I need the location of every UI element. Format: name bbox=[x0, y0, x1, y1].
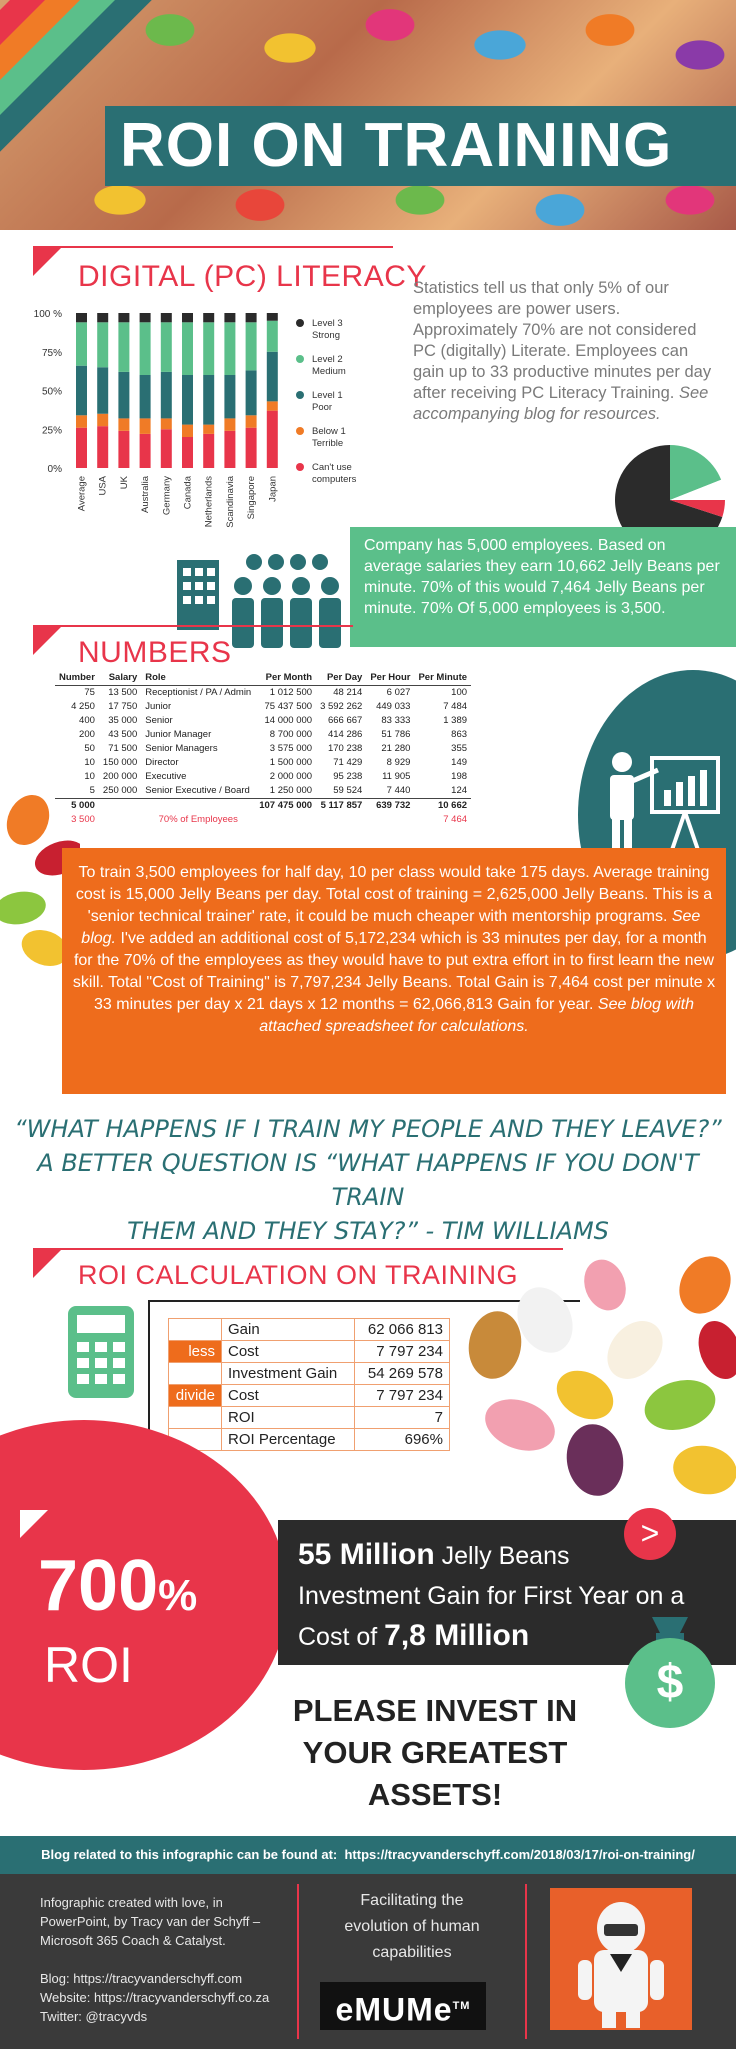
table-cell bbox=[366, 813, 414, 827]
cost-bold: 7,8 Million bbox=[384, 1619, 530, 1652]
literacy-stats-text: Statistics tell us that only 5% of our employees are power users. Approximately 70% are not considered PC (digitally) Literate. Employees can gain up to 33 productive minutes per day after receiving PC Literacy Training. bbox=[413, 279, 712, 402]
table-cell: Cost bbox=[222, 1341, 355, 1363]
training-box bbox=[62, 848, 726, 1094]
legend-label-line: Level 1 bbox=[312, 390, 343, 401]
invest-message bbox=[240, 1690, 630, 1816]
x-tick-label: Average bbox=[76, 476, 88, 512]
table-cell: Cost bbox=[222, 1385, 355, 1407]
table-cell: 170 238 bbox=[327, 743, 363, 754]
arrow-right-icon: > bbox=[624, 1508, 676, 1560]
table-cell bbox=[255, 813, 316, 827]
table-cell bbox=[99, 799, 141, 814]
table-cell bbox=[316, 813, 366, 827]
table-cell: 13 500 bbox=[108, 687, 138, 698]
company-box: Company has 5,000 employees. Based on average salaries they earn 10,662 Jelly Beans per minute. 70% of this would 7,464 Jelly Beans per minute. 70% Of 5,000 employees is 3,500. bbox=[350, 527, 736, 647]
x-tick-label: Germany bbox=[161, 476, 173, 516]
gain-bold: 55 Million bbox=[298, 1538, 435, 1571]
table-cell: ROI Percentage bbox=[222, 1429, 355, 1451]
y-tick-label: 100 % bbox=[33, 309, 62, 320]
legend-label bbox=[312, 318, 343, 341]
bar-segment bbox=[118, 322, 129, 372]
numbers-title: NUMBERS bbox=[78, 636, 232, 669]
table-cell bbox=[141, 799, 255, 814]
table-cell: divide bbox=[169, 1385, 222, 1407]
bar-segment bbox=[203, 375, 214, 425]
table-row bbox=[169, 1319, 450, 1341]
roi-table bbox=[168, 1318, 450, 1451]
x-tick-label: Netherlands bbox=[203, 476, 215, 528]
legend-label-line: Strong bbox=[312, 330, 340, 341]
table-cell: 4 250 bbox=[71, 701, 95, 712]
table-cell: 6 027 bbox=[386, 687, 411, 698]
training-italic-2: See blog with attached spreadsheet for calculations. bbox=[259, 996, 694, 1035]
table-cell: 100 bbox=[451, 687, 468, 698]
bar-segment bbox=[203, 322, 214, 375]
bar-segment bbox=[161, 313, 172, 322]
legend-label bbox=[312, 426, 346, 449]
legend-marker bbox=[296, 463, 304, 471]
table-cell bbox=[169, 1363, 222, 1385]
numbers-header-cell: Role bbox=[141, 671, 255, 686]
literacy-stats bbox=[413, 278, 713, 425]
blog-label: Blog related to this infographic can be found at: bbox=[41, 1847, 338, 1862]
table-cell bbox=[169, 1319, 222, 1341]
table-cell: 250 000 bbox=[102, 785, 138, 796]
x-tick-label: UK bbox=[118, 476, 130, 490]
table-cell: Senior Executive / Board bbox=[145, 785, 250, 796]
quote-line-3: THEM AND THEY STAY?” - TIM WILLIAMS bbox=[127, 1217, 609, 1245]
bar-segment bbox=[76, 313, 87, 322]
training-italic-1: See blog. bbox=[81, 908, 701, 947]
x-tick-label: Singapore bbox=[246, 476, 258, 520]
table-row bbox=[55, 756, 471, 770]
bar-segment bbox=[182, 425, 193, 437]
table-cell: less bbox=[169, 1341, 222, 1363]
table-row bbox=[55, 770, 471, 784]
table-cell: 2 000 000 bbox=[269, 771, 313, 782]
table-cell: 10 bbox=[84, 757, 95, 768]
table-row bbox=[55, 728, 471, 742]
table-cell: Investment Gain bbox=[222, 1363, 355, 1385]
bar-segment bbox=[118, 418, 129, 430]
numbers-header-cell: Salary bbox=[99, 671, 141, 686]
bar-segment bbox=[161, 429, 172, 468]
jelly-beans-right bbox=[455, 1255, 736, 1525]
table-cell: 7 464 bbox=[443, 814, 468, 825]
bar-segment bbox=[97, 414, 108, 426]
bar-segment bbox=[76, 428, 87, 468]
table-cell: 51 786 bbox=[381, 729, 411, 740]
literacy-stats-italic: See accompanying blog for resources. bbox=[413, 384, 709, 423]
bar-segment bbox=[76, 415, 87, 427]
table-cell: 71 429 bbox=[333, 757, 363, 768]
table-cell: 95 238 bbox=[333, 771, 363, 782]
bar-segment bbox=[76, 322, 87, 365]
header-banner bbox=[0, 0, 736, 230]
emume-brand: eMUMe bbox=[335, 1991, 453, 2028]
table-cell: 355 bbox=[451, 743, 468, 754]
legend-label bbox=[312, 462, 357, 485]
table-cell: ROI bbox=[222, 1407, 355, 1429]
table-cell: 149 bbox=[451, 757, 468, 768]
table-cell bbox=[169, 1407, 222, 1429]
legend-marker bbox=[296, 391, 304, 399]
footer-divider-1 bbox=[297, 1884, 299, 2039]
bar-segment bbox=[182, 322, 193, 375]
table-cell: 5 bbox=[89, 785, 95, 796]
section-corner-roi bbox=[33, 1248, 63, 1278]
legend-marker bbox=[296, 427, 304, 435]
footer-twitter-link[interactable]: Twitter: @tracyvds bbox=[40, 2009, 148, 2024]
table-cell: 71 500 bbox=[108, 743, 138, 754]
legend-label bbox=[312, 390, 343, 413]
bar-segment bbox=[224, 313, 235, 322]
table-cell: 7 797 234 bbox=[355, 1385, 450, 1407]
gain-rest: Jelly Beans bbox=[434, 1542, 570, 1570]
section-line-roi bbox=[33, 1248, 563, 1250]
bar-segment bbox=[267, 352, 278, 402]
y-tick-label: 50% bbox=[41, 386, 62, 398]
y-tick-label: 75% bbox=[41, 347, 62, 359]
footer-tagline bbox=[305, 1888, 519, 1966]
table-cell: 1 012 500 bbox=[269, 687, 313, 698]
table-cell: 107 475 000 bbox=[255, 799, 316, 814]
table-cell: 70% of Employees bbox=[158, 814, 238, 825]
table-cell: 35 000 bbox=[108, 715, 138, 726]
bar-segment bbox=[224, 418, 235, 430]
bar-segment bbox=[182, 437, 193, 468]
bar-segment bbox=[140, 322, 151, 375]
table-cell: 83 333 bbox=[381, 715, 411, 726]
quote-line-2: A BETTER QUESTION IS “WHAT HAPPENS IF YOU DON'T TRAIN bbox=[37, 1149, 699, 1211]
table-cell: Junior bbox=[145, 701, 172, 712]
x-tick-label: Canada bbox=[182, 476, 194, 510]
table-cell bbox=[99, 813, 141, 827]
numbers-header-cell: Per Day bbox=[316, 671, 366, 686]
table-cell: 3 575 000 bbox=[269, 743, 313, 754]
emume-tm: TM bbox=[452, 2000, 471, 2012]
numbers-header-cell: Per Minute bbox=[414, 671, 471, 686]
table-cell: 198 bbox=[451, 771, 468, 782]
bar-segment bbox=[246, 415, 257, 427]
table-cell: 48 214 bbox=[333, 687, 363, 698]
legend-marker bbox=[296, 355, 304, 363]
legend-label-line: Level 2 bbox=[312, 354, 343, 365]
footer-tag-3: capabilities bbox=[372, 1944, 452, 1961]
table-cell: 10 bbox=[84, 771, 95, 782]
table-row bbox=[55, 799, 471, 814]
table-cell: 400 bbox=[79, 715, 95, 726]
bar-segment bbox=[97, 322, 108, 367]
roi-corner bbox=[20, 1510, 48, 1538]
bar-segment bbox=[203, 434, 214, 468]
table-cell: 414 286 bbox=[327, 729, 363, 740]
bar-segment bbox=[76, 366, 87, 416]
table-row bbox=[169, 1407, 450, 1429]
table-cell: 5 117 857 bbox=[316, 799, 366, 814]
footer-created-2: PowerPoint, by Tracy van der Schyff – bbox=[40, 1914, 261, 1929]
bar-segment bbox=[203, 425, 214, 434]
table-cell: 75 bbox=[84, 687, 95, 698]
bar-segment bbox=[182, 313, 193, 322]
quote bbox=[10, 1112, 726, 1248]
table-cell: 10 662 bbox=[414, 799, 471, 814]
numbers-header-cell: Per Hour bbox=[366, 671, 414, 686]
legend-label-line: Poor bbox=[312, 402, 333, 413]
bar-segment bbox=[246, 322, 257, 370]
bar-segment bbox=[246, 370, 257, 415]
table-cell: Gain bbox=[222, 1319, 355, 1341]
numbers-header-cell: Number bbox=[55, 671, 99, 686]
literacy-chart bbox=[30, 305, 375, 535]
footer-divider-2 bbox=[525, 1884, 527, 2039]
table-cell: 21 280 bbox=[381, 743, 411, 754]
table-row bbox=[55, 742, 471, 756]
cost-prefix: Cost of bbox=[298, 1623, 385, 1651]
table-cell: 449 033 bbox=[376, 701, 411, 712]
footer-created-1: Infographic created with love, in bbox=[40, 1895, 223, 1910]
legend-label-line: Below 1 bbox=[312, 426, 346, 437]
table-cell: 696% bbox=[355, 1429, 450, 1451]
bar-segment bbox=[224, 375, 235, 418]
page-title: ROI ON TRAINING bbox=[120, 111, 673, 180]
table-cell: 75 437 500 bbox=[264, 701, 313, 712]
section-line-literacy bbox=[33, 246, 393, 248]
table-row bbox=[55, 686, 471, 701]
table-cell: Receptionist / PA / Admin bbox=[145, 687, 252, 698]
bar-segment bbox=[140, 434, 151, 468]
table-cell: 54 269 578 bbox=[355, 1363, 450, 1385]
table-cell: 11 905 bbox=[382, 771, 411, 782]
footer-website-link[interactable]: Website: https://tracyvanderschyff.co.za bbox=[40, 1990, 270, 2005]
numbers-table-header bbox=[55, 671, 471, 686]
numbers-header-cell: Per Month bbox=[255, 671, 316, 686]
gain-line-2: Investment Gain for First Year on a bbox=[298, 1582, 685, 1610]
table-cell: 7 797 234 bbox=[355, 1341, 450, 1363]
table-cell: 7 484 bbox=[443, 701, 468, 712]
table-cell: 7 bbox=[355, 1407, 450, 1429]
bar-segment bbox=[140, 375, 151, 418]
training-text: To train 3,500 employees for half day, 10 per class would take 175 days. Average training cost is 15,000 Jelly Beans per day. Total cost of training = 2,625,000 Jelly Beans. This is a 'senior technical trainer' rate, it could be much cheaper with mentorship programs. bbox=[75, 864, 713, 925]
x-tick-label: Australia bbox=[140, 476, 152, 513]
roi-big bbox=[38, 1545, 197, 1647]
table-cell: 14 000 000 bbox=[264, 715, 313, 726]
legend-label-line: Can't use bbox=[312, 462, 352, 473]
bar-segment bbox=[140, 418, 151, 434]
footer-tag-1: Facilitating the bbox=[360, 1892, 464, 1909]
calculator-icon bbox=[68, 1306, 134, 1398]
table-cell: Senior Managers bbox=[145, 743, 218, 754]
table-cell: 3 592 262 bbox=[320, 701, 363, 712]
invest-line-1: PLEASE INVEST IN bbox=[292, 1693, 578, 1728]
legend-label-line: Medium bbox=[312, 366, 346, 377]
table-cell: 150 000 bbox=[102, 757, 138, 768]
legend-label bbox=[312, 354, 346, 377]
bar-segment bbox=[140, 313, 151, 322]
bar-segment bbox=[267, 401, 278, 410]
bar-segment bbox=[97, 367, 108, 414]
invest-line-2: YOUR GREATEST bbox=[302, 1735, 568, 1770]
bar-segment bbox=[161, 322, 172, 372]
bar-segment bbox=[118, 313, 129, 322]
x-tick-label: Japan bbox=[267, 476, 279, 502]
numbers-table bbox=[55, 671, 471, 827]
legend-label-line: Level 3 bbox=[312, 318, 343, 329]
table-cell: 200 bbox=[79, 729, 95, 740]
bar-segment bbox=[267, 313, 278, 321]
bar-segment bbox=[182, 375, 193, 425]
section-corner-literacy bbox=[33, 246, 63, 276]
blog-bar bbox=[0, 1836, 736, 1874]
bar-segment bbox=[97, 426, 108, 468]
table-cell: 62 066 813 bbox=[355, 1319, 450, 1341]
section-line-numbers bbox=[33, 625, 353, 627]
table-cell: 639 732 bbox=[366, 799, 414, 814]
table-cell: 7 440 bbox=[386, 785, 411, 796]
table-row bbox=[169, 1363, 450, 1385]
bar-segment bbox=[161, 372, 172, 419]
dollar-icon: $ bbox=[656, 1656, 684, 1709]
invest-line-3: ASSETS! bbox=[367, 1777, 503, 1812]
x-tick-label: USA bbox=[97, 476, 109, 496]
numbers-table-wrap bbox=[55, 671, 565, 827]
people-icon bbox=[172, 550, 347, 650]
table-cell: 8 700 000 bbox=[269, 729, 313, 740]
bar-segment bbox=[161, 418, 172, 429]
avatar bbox=[550, 1888, 692, 2030]
footer-blog-link[interactable]: Blog: https://tracyvanderschyff.com bbox=[40, 1971, 243, 1986]
table-cell: 1 389 bbox=[443, 715, 468, 726]
bar-segment bbox=[118, 431, 129, 468]
table-cell: Junior Manager bbox=[145, 729, 212, 740]
table-cell: 863 bbox=[451, 729, 468, 740]
bar-segment bbox=[267, 321, 278, 352]
roi-label: ROI bbox=[44, 1637, 133, 1693]
table-cell: 50 bbox=[84, 743, 95, 754]
bar-segment bbox=[267, 411, 278, 468]
bar-segment bbox=[246, 428, 257, 468]
table-cell: 8 929 bbox=[386, 757, 411, 768]
numbers-table-body bbox=[55, 686, 471, 828]
table-cell: 43 500 bbox=[108, 729, 138, 740]
table-cell: Executive bbox=[145, 771, 187, 782]
bar-segment bbox=[246, 313, 257, 322]
roi-table-body bbox=[169, 1319, 450, 1451]
section-corner-numbers bbox=[33, 625, 63, 655]
legend-label-line: Terrible bbox=[312, 438, 344, 449]
blog-url[interactable]: https://tracyvanderschyff.com/2018/03/17/roi-on-training/ bbox=[344, 1847, 695, 1862]
table-row bbox=[55, 714, 471, 728]
table-cell: 59 524 bbox=[333, 785, 363, 796]
table-cell: 200 000 bbox=[102, 771, 138, 782]
table-cell: 124 bbox=[451, 785, 468, 796]
roi-big-suffix: % bbox=[158, 1571, 198, 1620]
x-tick-label: Scandinavia bbox=[224, 476, 236, 528]
table-cell: 666 667 bbox=[327, 715, 363, 726]
bar-segment bbox=[224, 322, 235, 375]
table-row bbox=[55, 700, 471, 714]
bar-segment bbox=[224, 431, 235, 468]
table-row bbox=[169, 1341, 450, 1363]
emume-logo bbox=[320, 1982, 486, 2030]
training-text-2: I've added an additional cost of 5,172,234 which is 33 minutes per day, for a month for the 70% of the employees as they would have to put extra effort in to first learn the new skill. Total "Cost of Training" is 7,797,234 Jelly Beans. Total Gain is 7,464 cost per minute x 33 minutes per day x 21 days x 12 months = 62,066,813 Gain for year. bbox=[72, 930, 716, 1013]
table-cell: 3 500 bbox=[71, 814, 95, 825]
table-cell: Director bbox=[145, 757, 179, 768]
table-cell: Senior bbox=[145, 715, 173, 726]
table-row bbox=[169, 1429, 450, 1451]
footer-created-3: Microsoft 365 Coach & Catalyst. bbox=[40, 1933, 226, 1948]
roi-table-wrap bbox=[168, 1318, 450, 1451]
presenter-icon bbox=[600, 750, 730, 860]
table-cell: 17 750 bbox=[108, 701, 138, 712]
table-cell: 5 000 bbox=[55, 799, 99, 814]
footer-tag-2: evolution of human bbox=[344, 1918, 480, 1935]
footer-credits bbox=[40, 1893, 300, 2026]
avatar-box bbox=[550, 1888, 692, 2030]
table-cell: 1 250 000 bbox=[269, 785, 313, 796]
legend-marker bbox=[296, 319, 304, 327]
bar-segment bbox=[203, 313, 214, 322]
table-row bbox=[55, 813, 471, 827]
table-row bbox=[169, 1385, 450, 1407]
table-cell: 1 500 000 bbox=[269, 757, 313, 768]
literacy-title: DIGITAL (PC) LITERACY bbox=[78, 260, 427, 293]
y-tick-label: 25% bbox=[41, 425, 62, 437]
bar-segment bbox=[118, 372, 129, 419]
table-row bbox=[55, 784, 471, 799]
quote-line-1: “WHAT HAPPENS IF I TRAIN MY PEOPLE AND THEY LEAVE?” bbox=[14, 1115, 722, 1143]
y-tick-label: 0% bbox=[47, 464, 62, 475]
roi-big-number: 700 bbox=[38, 1546, 159, 1626]
legend-label-line: computers bbox=[312, 474, 357, 485]
bar-segment bbox=[97, 313, 108, 322]
roi-calc-title: ROI CALCULATION ON TRAINING bbox=[78, 1260, 519, 1290]
